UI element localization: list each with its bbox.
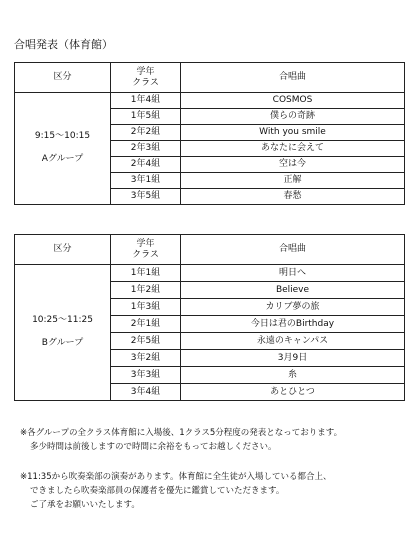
note-line: ※11:35から吹奏楽部の演奏があります。体育館に全生徒が入場している都合上、 bbox=[20, 472, 332, 482]
class-cell: 1年5組 bbox=[111, 109, 181, 125]
section-cell-b bbox=[15, 265, 111, 401]
header-song: 合唱曲 bbox=[181, 235, 405, 265]
class-cell: 2年5組 bbox=[111, 333, 181, 350]
note-1 bbox=[20, 426, 410, 454]
note-line: ご了承をお願いいたします。 bbox=[30, 500, 140, 510]
header-grade: 学年 bbox=[136, 239, 155, 250]
header-class: クラス bbox=[132, 249, 159, 260]
page-title: 合唱発表（体育館） bbox=[14, 38, 113, 51]
song-cell: あなたに会えて bbox=[181, 141, 405, 157]
song-cell: 僕らの奇跡 bbox=[181, 109, 405, 125]
note-line: できましたら吹奏楽部員の保護者を優先に鑑賞していただきます。 bbox=[30, 486, 285, 496]
header-grade-class bbox=[111, 63, 181, 93]
table-row bbox=[15, 93, 405, 109]
class-cell: 3年2組 bbox=[111, 350, 181, 367]
table-header-row bbox=[15, 63, 405, 93]
song-cell: 永遠のキャンパス bbox=[181, 333, 405, 350]
note-line: 多少時間は前後しますので時間に余裕をもってお越しください。 bbox=[30, 442, 277, 452]
song-cell: With you smile bbox=[181, 125, 405, 141]
header-grade: 学年 bbox=[136, 67, 155, 78]
class-cell: 2年4組 bbox=[111, 157, 181, 173]
class-cell: 2年2組 bbox=[111, 125, 181, 141]
class-cell: 3年5組 bbox=[111, 189, 181, 205]
time-slot: 10:25～11:25 bbox=[32, 314, 93, 325]
song-cell: 明日へ bbox=[181, 265, 405, 282]
song-cell: あとひとつ bbox=[181, 384, 405, 401]
song-cell: COSMOS bbox=[181, 93, 405, 109]
class-cell: 1年3組 bbox=[111, 299, 181, 316]
table-row bbox=[15, 265, 405, 282]
class-cell: 1年2組 bbox=[111, 282, 181, 299]
header-class: クラス bbox=[132, 77, 159, 88]
class-cell: 3年4組 bbox=[111, 384, 181, 401]
header-section: 区分 bbox=[15, 235, 111, 265]
schedule-table-a bbox=[14, 62, 405, 205]
song-cell: Believe bbox=[181, 282, 405, 299]
table-header-row bbox=[15, 235, 405, 265]
song-cell: 春愁 bbox=[181, 189, 405, 205]
song-cell: 糸 bbox=[181, 367, 405, 384]
class-cell: 1年1組 bbox=[111, 265, 181, 282]
song-cell: 3月9日 bbox=[181, 350, 405, 367]
song-cell: 今日は君のBirthday bbox=[181, 316, 405, 333]
header-song: 合唱曲 bbox=[181, 63, 405, 93]
schedule-table-b bbox=[14, 234, 405, 401]
class-cell: 2年1組 bbox=[111, 316, 181, 333]
group-name: Aグループ bbox=[41, 154, 84, 165]
header-section: 区分 bbox=[15, 63, 111, 93]
note-line: ※各グループの全クラス体育館に入場後、1クラス5分程度の発表となっております。 bbox=[20, 428, 343, 438]
class-cell: 2年3組 bbox=[111, 141, 181, 157]
song-cell: 正解 bbox=[181, 173, 405, 189]
class-cell: 3年3組 bbox=[111, 367, 181, 384]
note-2 bbox=[20, 470, 410, 512]
class-cell: 1年4組 bbox=[111, 93, 181, 109]
song-cell: 空は今 bbox=[181, 157, 405, 173]
section-cell-a bbox=[15, 93, 111, 205]
header-grade-class bbox=[111, 235, 181, 265]
time-slot: 9:15～10:15 bbox=[34, 130, 91, 141]
class-cell: 3年1組 bbox=[111, 173, 181, 189]
group-name: Bグループ bbox=[41, 338, 84, 349]
song-cell: カリブ夢の旅 bbox=[181, 299, 405, 316]
